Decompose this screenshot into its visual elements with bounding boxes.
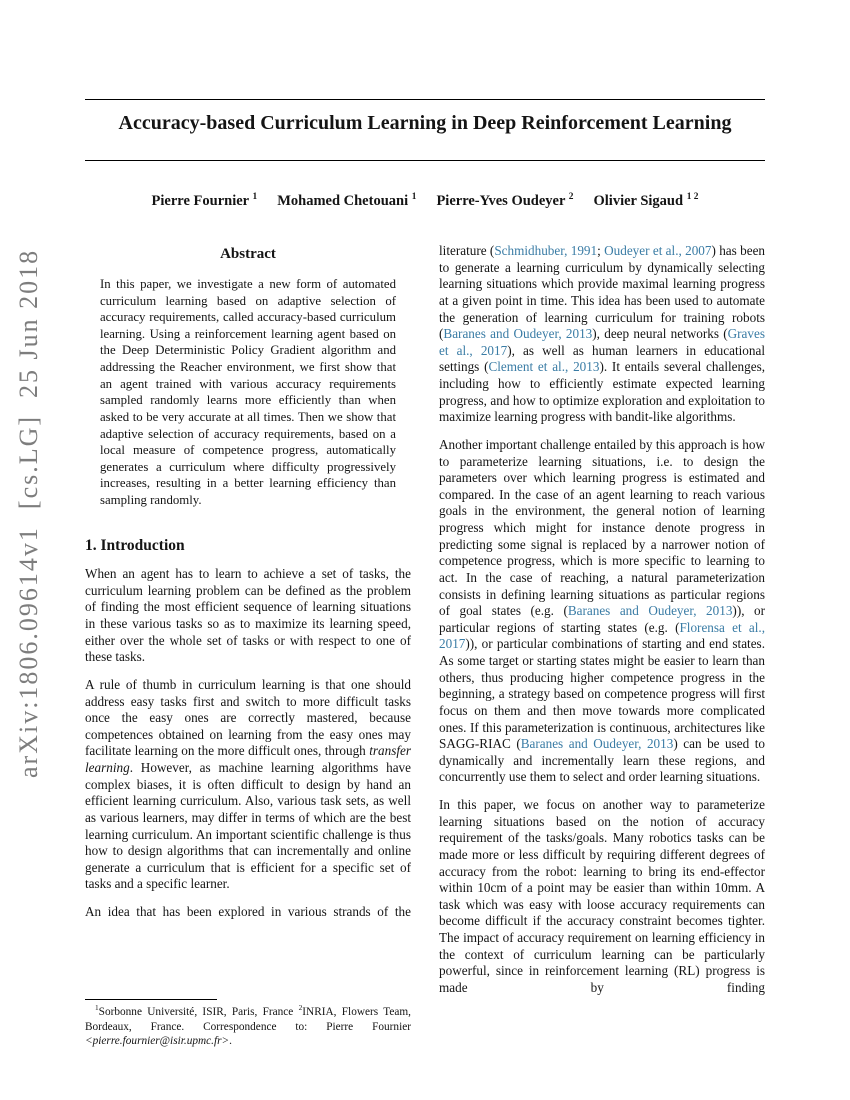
authors-line [85,193,765,210]
citation-link[interactable]: Baranes and Oudeyer, 2013 [567,603,733,619]
paragraph-right-3: In this paper, we focus on another way to parameterize learning situations based on the notion of accuracy requirement of the tasks/goals. Many robotics tasks can be made more or less difficult by requiring different degrees of accuracy from the robot: learning to bring its end-effector within 10cm of a point may be easier than within 10mm. A task which was easy with loose accuracy requirements can become difficult if the accuracy constraint becomes tighter. The impact of accuracy requirement on learning efficiency in the context of curriculum learning can be particularly powerful, since in reinforcement learning (RL) progress is made by finding [439,797,765,995]
citation-link[interactable]: Schmidhuber, 1991 [494,243,598,258]
text-segment: INRIA, Flowers Team, Bordeaux, France. Correspondence to: Pierre Fournier [85,1005,412,1033]
column-right [439,243,765,1049]
paragraph-intro-3: An idea that has been explored in various strands of the [85,904,411,920]
citation-link[interactable]: Clement et al., 2013 [488,359,600,375]
superscript: 1 [95,1003,99,1013]
author: Pierre-Yves Oudeyer $^2$ [436,192,574,209]
author: Pierre Fournier $^1$ [151,192,258,209]
text-segment: )), or particular regions of starting states (e.g. ( [439,603,765,635]
text-segment: Sorbonne Université, ISIR, Paris, France [98,1005,299,1018]
text-segment: ; [597,243,605,258]
arxiv-watermark: arXiv:1806.09614v1 [cs.LG] 25 Jun 2018 [14,248,43,778]
italic-text: <pierre.fournier@isir.upmc.fr> [85,1035,230,1048]
citation-link[interactable]: Baranes and Oudeyer, 2013 [520,736,674,752]
paragraph-right-1 [439,243,765,426]
text-segment: ) has been to generate a learning curriculum by dynamically selecting learning situations which provide maximal learning progress at a given point in time. This idea has been used to automate the generation of learning curriculum for training robots ( [439,243,766,342]
superscript: 2 [298,1003,303,1013]
section-heading-introduction: 1. Introduction [85,536,185,554]
text-segment: ), deep neural networks ( [592,326,728,342]
author: Mohamed Chetouani $^1$ [277,192,417,209]
text-segment: . However, as machine learning algorithms have complex biases, it is often difficult to design by hand an efficient learning curriculum. Also, various task sets, as well as various learners, may differ in terms of which are the best learning curriculum. An important scientific challenge is thus how to design algorithms that can incrementally and online generate a curriculum that is efficient for a specific set of tasks and a specific learner. [85,760,411,892]
author-affiliation-superscript: 2 [568,192,574,203]
paragraph-intro-2 [85,677,411,893]
text-segment: Another important challenge entailed by this approach is how to parameterize learning situations, i.e. to design the parameters over which learning progress is estimated and compared. In the case of an agent learning to reach various goals in the environment, the general notion of learning progress which might for instance denote progress in predicting some signal is replaced by a narrower notion of competence progress, which is more specific to learning to act. In the case of reaching, a natural parameterization consists in defining learning situations as particular regions of goal states (e.g. ( [439,436,765,619]
author-affiliation-superscript: 1 [411,192,417,203]
title-rule-bottom [85,160,765,161]
paragraph-right-2 [439,437,765,786]
footnote-text [85,1005,411,1049]
paper-title: Accuracy-based Curriculum Learning in Deep Reinforcement Learning [118,112,732,134]
text-segment: ) can be used to dynamically and incrementally learn these regions, and concurrently use them to select and order learning situations. [439,736,765,785]
text-segment: A rule of thumb in curriculum learning is that one should address easy tasks first and switch to more difficult tasks once the easy ones are correctly mastered, because competences obtained on learning from the easy ones may facilitate learning on the more difficult ones, through [85,676,411,759]
title-rule-top [85,99,765,100]
author-affiliation-superscript: 1 [252,192,258,203]
citation-link[interactable]: Florensa et al., 2017 [439,619,765,652]
paragraph-intro-1: When an agent has to learn to achieve a set of tasks, the curriculum learning problem can be defined as the problem of finding the most efficient sequence of learning situations in these various tasks so as to maximize its learning speed, either over the whole set of tasks or with respect to one of these tasks. [85,566,411,665]
abstract-text: In this paper, we investigate a new form of automated curriculum learning based on adaptive selection of accuracy requirements, called accuracy-based curriculum learning. Using a reinforcement learning agent based on the Deep Deterministic Policy Gradient algorithm and addressing the Reacher environment, we first show that an agent trained with various accuracy requirements sampled randomly learns more efficiently than when asked to be very accurate at all times. Then we show that adaptive selection of accuracy requirements, based on a local measure of competence progress, automatically generates a curriculum where difficulty progressively increases, resulting in a better learning efficiency than sampling randomly. [100,276,396,508]
italic-text: transfer learning [85,743,411,776]
citation-link[interactable]: Graves et al., 2017 [439,326,765,358]
footnote-rule [85,999,217,1000]
citation-link[interactable]: Oudeyer et al., 2007 [604,243,712,258]
abstract-heading: Abstract [220,246,276,262]
text-segment: . [229,1035,232,1048]
column-left [85,243,411,1049]
footnote [85,999,411,1049]
text-segment: literature ( [439,243,495,258]
author: Olivier Sigaud $^{1 2}$ [593,192,699,209]
text-segment: ). It entails several challenges, including how to efficiently estimate expected learning progress, and how to optimize exploration and exploitation to maximize learning progress with bandit-like algorithms. [439,359,765,425]
citation-link[interactable]: Baranes and Oudeyer, 2013 [443,326,593,342]
text-segment: )), or particular combinations of starting and end states. As some target or starting states might be easier to learn than others, thus producing higher competence progress in the beginning, a strategy based on competence progress will first focus on them and then move towards more complicated ones. If this parameterization is continuous, architectures like SAGG-RIAC ( [439,636,765,752]
text-segment: ), as well as human learners in educational settings ( [439,342,765,375]
author-affiliation-superscript: 1 2 [686,192,699,203]
